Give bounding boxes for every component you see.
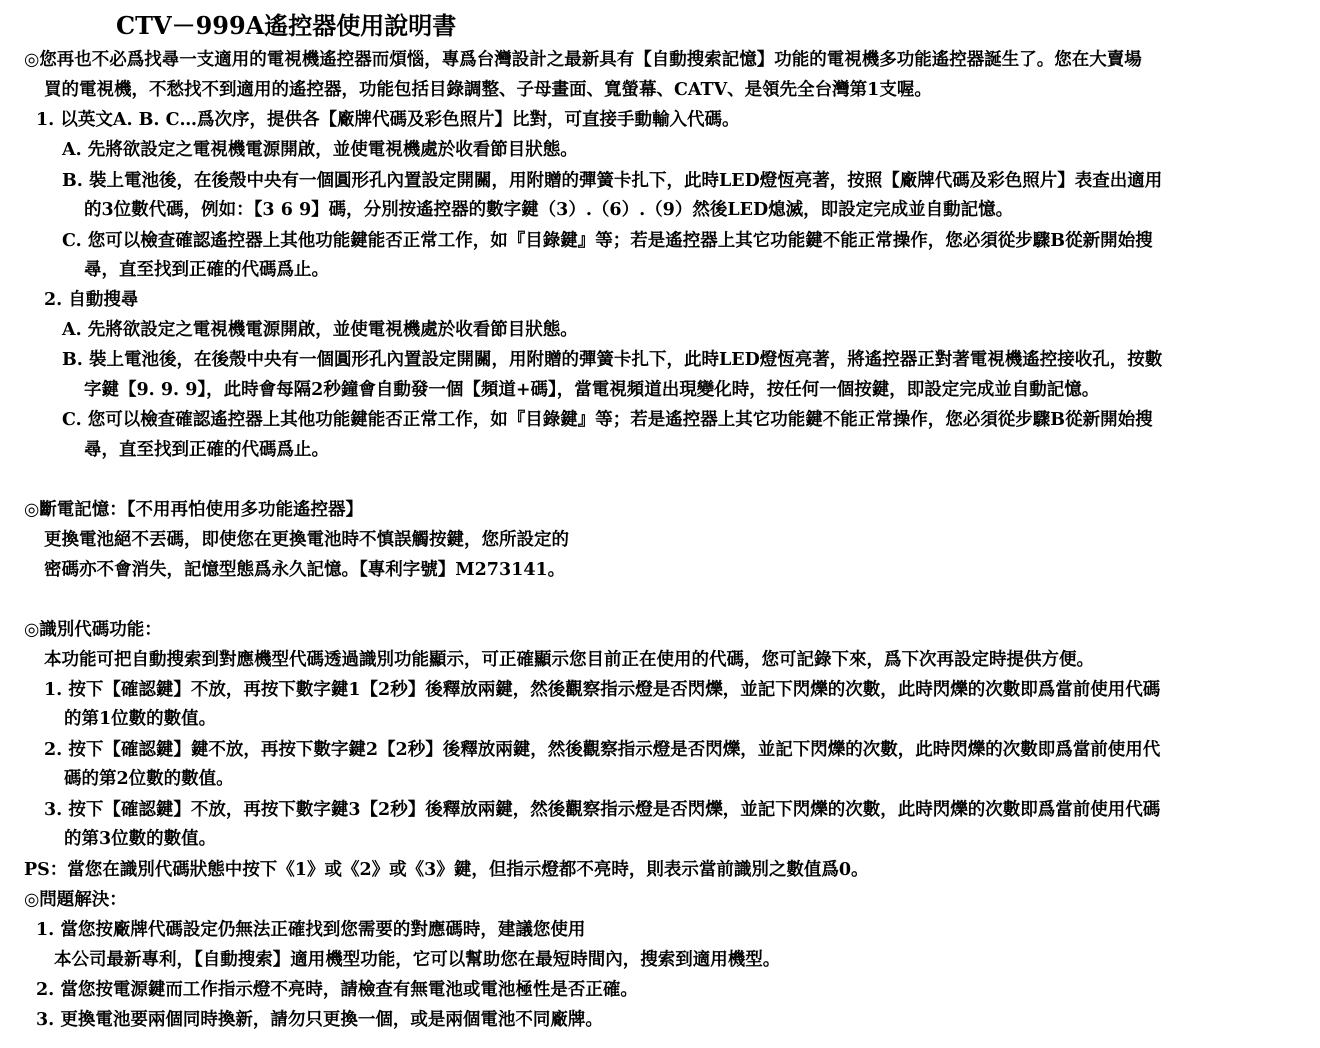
method1-step-a: A. 先將欲設定之電視機電源開啟，並使電視機處於收看節目狀態。 <box>62 140 578 160</box>
memory-heading: ◎斷電記憶：【不用再怕使用多功能遙控器】 <box>24 500 364 520</box>
identify-step-3-line-2: 的第3位數的數值。 <box>64 829 217 849</box>
memory-line-2: 密碼亦不會消失，記憶型態爲永久記憶。【專利字號】M273141。 <box>44 560 566 580</box>
method1-step-b-line-1: B. 裝上電池後，在後殼中央有一個圓形孔內置設定開關，用附贈的彈簧卡扎下，此時LED燈恆亮著，按照【廠牌代碼及彩色照片】表查出適用 <box>62 171 1163 191</box>
method2-step-c-line-1: C. 您可以檢查確認遙控器上其他功能鍵能否正常工作，如『目錄鍵』等；若是遙控器上其它功能鍵不能正常操作，您必須從步驟B從新開始搜 <box>62 410 1153 430</box>
intro-line-2: 買的電視機，不愁找不到適用的遙控器，功能包括目錄調整、子母畫面、寬螢幕、CATV、是領先全台灣第1支喔。 <box>44 80 932 100</box>
trouble-item-3: 3. 更換電池要兩個同時換新，請勿只更換一個，或是兩個電池不同廠牌。 <box>36 1010 603 1030</box>
identify-step-1-line-1: 1. 按下【確認鍵】不放，再按下數字鍵1【2秒】後釋放兩鍵，然後觀察指示燈是否閃爍，並記下閃爍的次數，此時閃爍的次數即爲當前使用代碼 <box>44 680 1161 700</box>
method2-step-b-line-1: B. 裝上電池後，在後殼中央有一個圓形孔內置設定開關，用附贈的彈簧卡扎下，此時LED燈恆亮著，將遙控器正對著電視機遙控接收孔，按數 <box>62 350 1163 370</box>
identify-step-3-line-1: 3. 按下【確認鍵】不放，再按下數字鍵3【2秒】後釋放兩鍵，然後觀察指示燈是否閃爍，並記下閃爍的次數，此時閃爍的次數即爲當前使用代碼 <box>44 800 1161 820</box>
page-title: CTV－999A遙控器使用說明書 <box>116 11 457 40</box>
trouble-item-1-line-1: 1. 當您按廠牌代碼設定仍無法正確找到您需要的對應碼時，建議您使用 <box>36 920 586 940</box>
method2-heading: 2. 自動搜尋 <box>44 290 139 310</box>
method1-step-b-line-2: 的3位數代碼，例如：【3 6 9】碼，分別按遙控器的數字鍵（3）.（6）.（9）然後LED熄滅，即設定完成並自動記憶。 <box>84 200 1014 220</box>
method2-step-a: A. 先將欲設定之電視機電源開啟，並使電視機處於收看節目狀態。 <box>62 320 578 340</box>
method1-step-c-line-1: C. 您可以檢查確認遙控器上其他功能鍵能否正常工作，如『目錄鍵』等；若是遙控器上其它功能鍵不能正常操作，您必須從步驟B從新開始搜 <box>62 231 1153 251</box>
method2-step-b-line-2: 字鍵【9. 9. 9】，此時會每隔2秒鐘會自動發一個【頻道+碼】，當電視頻道出現變化時，按任何一個按鍵，即設定完成並自動記憶。 <box>84 380 1100 400</box>
identify-step-2-line-1: 2. 按下【確認鍵】鍵不放，再按下數字鍵2【2秒】後釋放兩鍵，然後觀察指示燈是否閃爍，並記下閃爍的次數，此時閃爍的次數即爲當前使用代 <box>44 740 1161 760</box>
trouble-heading: ◎問題解決： <box>24 890 127 910</box>
method2-step-c-line-2: 尋，直至找到正確的代碼爲止。 <box>84 440 329 460</box>
intro-line-1: ◎您再也不必爲找尋一支適用的電視機遙控器而煩惱，專爲台灣設計之最新具有【自動搜索記憶】功能的電視機多功能遙控器誕生了。您在大賣場 <box>24 50 1142 70</box>
trouble-item-1-line-2: 本公司最新專利，【自動搜索】適用機型功能，它可以幫助您在最短時間內，搜索到適用機型。 <box>54 950 781 970</box>
identify-description: 本功能可把自動搜索到對應機型代碼透過識別功能顯示，可正確顯示您目前正在使用的代碼，您可記錄下來，爲下次再設定時提供方便。 <box>44 650 1094 670</box>
method1-step-c-line-2: 尋，直至找到正確的代碼爲止。 <box>84 260 329 280</box>
identify-step-2-line-2: 碼的第2位數的數值。 <box>64 769 234 789</box>
method1-heading: 1. 以英文A. B. C…爲次序，提供各【廠牌代碼及彩色照片】比對，可直接手動輸入代碼。 <box>36 110 740 130</box>
identify-step-1-line-2: 的第1位數的數值。 <box>64 709 217 729</box>
memory-line-1: 更換電池絕不丟碼，即使您在更換電池時不慎誤觸按鍵，您所設定的 <box>44 530 569 550</box>
trouble-item-2: 2. 當您按電源鍵而工作指示燈不亮時，請檢查有無電池或電池極性是否正確。 <box>36 980 638 1000</box>
identify-heading: ◎識別代碼功能： <box>24 620 162 640</box>
identify-ps-note: PS：當您在識別代碼狀態中按下《1》或《2》或《3》鍵，但指示燈都不亮時，則表示當前識別之數值爲0。 <box>24 860 869 880</box>
